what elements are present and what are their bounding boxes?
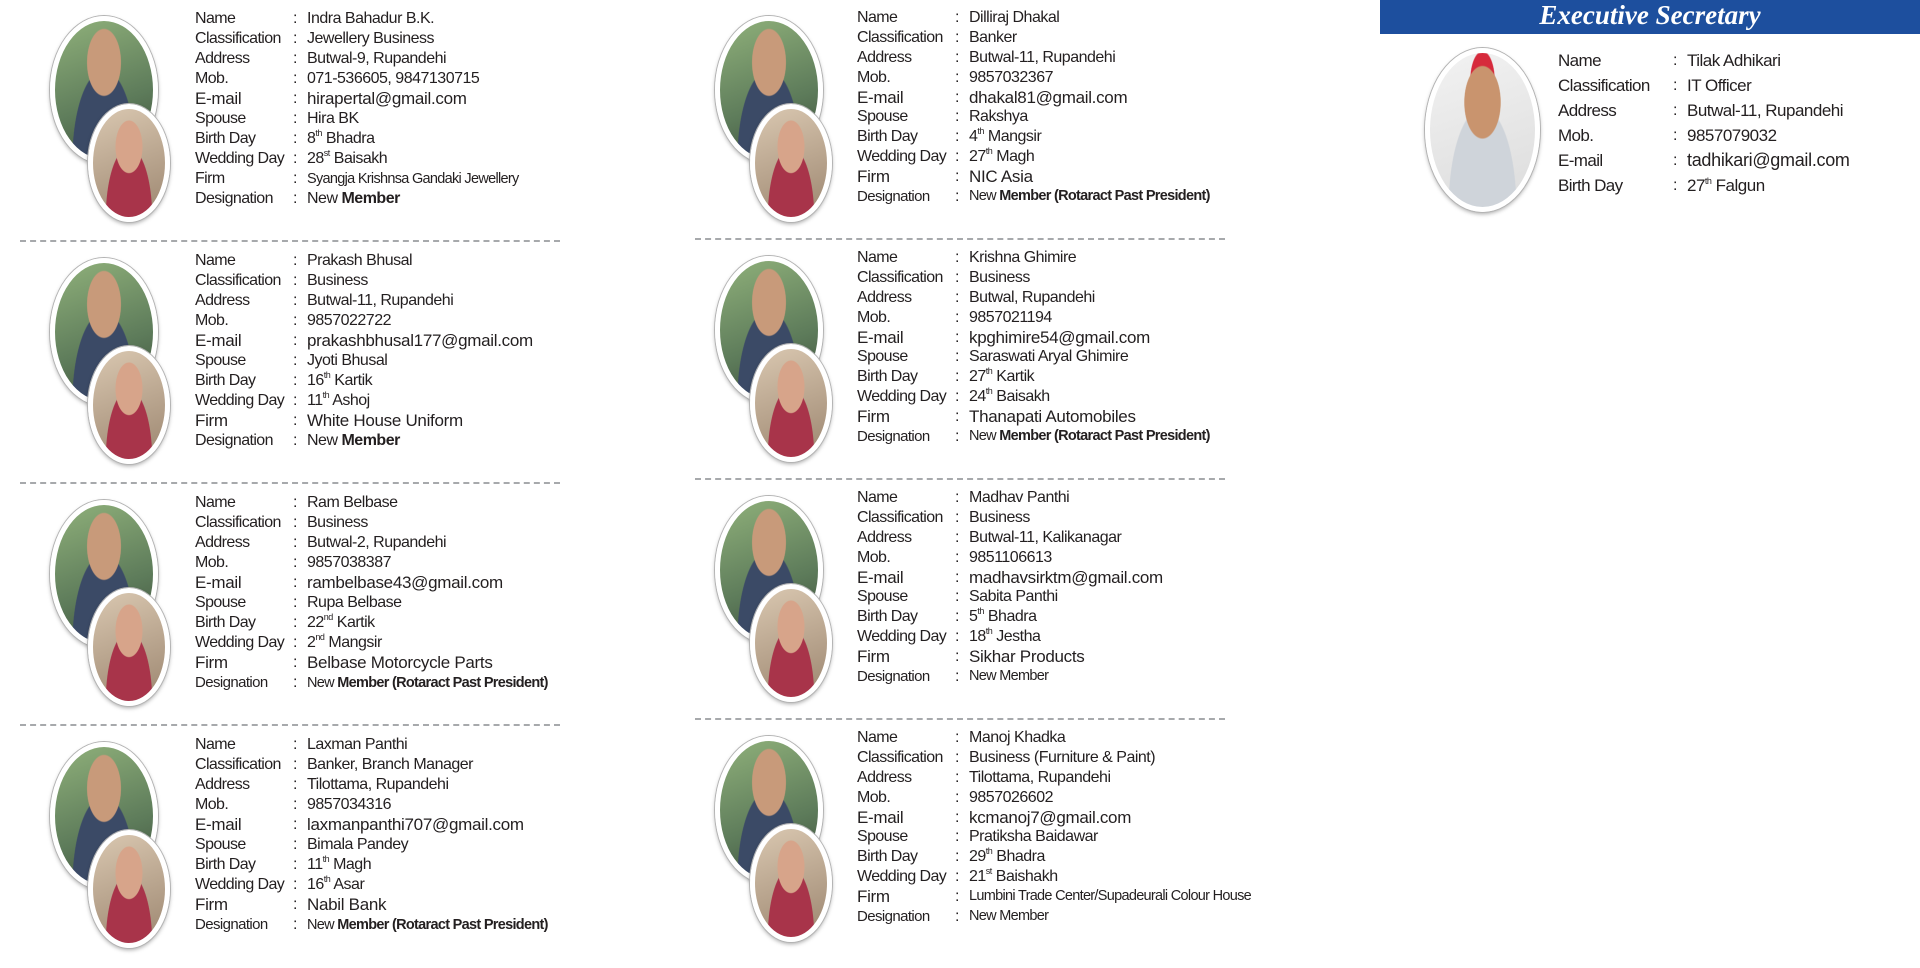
member-name: Manoj Khadka (969, 729, 1066, 746)
executive-secretary-banner: Executive Secretary (1380, 0, 1920, 34)
member-classification: Business (307, 514, 368, 531)
member-address: Tilottama, Rupandehi (969, 768, 1111, 786)
member-designation: New Member (969, 908, 1049, 925)
member-birthday: 8th Bhadra (307, 128, 375, 147)
spouse-label: Spouse (857, 108, 908, 126)
name-label: Name (195, 252, 236, 269)
member-birthday: 29th Bhadra (969, 846, 1045, 866)
name-label: Name (1558, 51, 1601, 70)
member-classification: Business (307, 272, 368, 289)
firm-label: Firm (195, 653, 228, 672)
spouse-photo (88, 346, 170, 464)
classification-label: Classification (857, 268, 943, 286)
spouse-label: Spouse (195, 836, 246, 853)
member-firm: Thanapati Automobiles (969, 407, 1136, 427)
designation-label: Designation (195, 674, 268, 691)
wedding-day-label: Wedding Day (195, 876, 285, 893)
mobile-label: Mob. (857, 68, 891, 86)
member-wedding-day: 28st Baisakh (307, 148, 388, 167)
member-firm: Syangja Krishnsa Gandaki Jewellery (307, 171, 519, 187)
executive-details: Name : Tilak Adhikari Classification : IT Officer Address : Butwal-11, Rupandehi Mob. : 9857079032 E-mail : tadhikari@gmail.com Birth Day : 27th Falgun (1558, 48, 1850, 198)
member-designation: New Member (Rotaract Past President) (307, 917, 548, 933)
member-details: Name : Prakash Bhusal Classification : Business Address : Butwal-11, Rupandehi Mob. : 9857022722 E-mail : prakashbhusal177@gmail.com Spouse : Jyoti Bhusal Birth Day : 16th Kartik Wedding Day : 11th Ashoj Firm : White House Uniform Designation : New Member (195, 252, 533, 449)
executive-classification: IT Officer (1687, 76, 1752, 95)
spouse-label: Spouse (195, 110, 246, 127)
member-email: kcmanoj7@gmail.com (969, 807, 1132, 827)
birthday-label: Birth Day (195, 856, 256, 873)
member-firm: Nabil Bank (307, 895, 387, 914)
email-label: E-mail (1558, 151, 1603, 170)
member-mobile: 9857038387 (307, 554, 391, 571)
firm-label: Firm (195, 895, 228, 914)
email-label: E-mail (857, 807, 904, 827)
email-label: E-mail (195, 815, 242, 834)
executive-email: tadhikari@gmail.com (1687, 150, 1850, 170)
member-entry (695, 480, 1225, 720)
member-name: Indra Bahadur B.K. (307, 10, 435, 27)
member-email: dhakal81@gmail.com (969, 87, 1128, 107)
member-firm: Sikhar Products (969, 647, 1085, 667)
member-spouse: Sabita Panthi (969, 588, 1058, 606)
classification-label: Classification (857, 28, 943, 46)
member-wedding-day: 24th Baisakh (969, 386, 1050, 406)
mobile-label: Mob. (195, 70, 229, 87)
classification-label: Classification (195, 30, 281, 47)
member-designation: New Member (Rotaract Past President) (969, 188, 1210, 205)
member-entry (695, 240, 1225, 480)
address-label: Address (857, 768, 912, 786)
executive-address: Butwal-11, Rupandehi (1687, 101, 1844, 120)
classification-label: Classification (857, 508, 943, 526)
member-column-middle (695, 0, 1252, 960)
email-label: E-mail (857, 567, 904, 587)
address-label: Address (195, 292, 250, 309)
member-entry (20, 484, 560, 726)
member-wedding-day: 16th Asar (307, 874, 365, 893)
member-address: Butwal-2, Rupandehi (307, 534, 447, 551)
member-designation: New Member (Rotaract Past President) (969, 428, 1210, 445)
birthday-label: Birth Day (195, 130, 256, 147)
designation-label: Designation (857, 908, 930, 926)
member-designation: New Member (307, 190, 400, 207)
member-spouse: Jyoti Bhusal (307, 352, 388, 369)
member-name: Ram Belbase (307, 494, 398, 511)
member-entry (20, 242, 560, 484)
email-label: E-mail (195, 331, 242, 350)
classification-label: Classification (195, 514, 281, 531)
spouse-photo (88, 588, 170, 706)
spouse-photo (750, 824, 832, 942)
member-name: Laxman Panthi (307, 736, 408, 753)
member-designation: New Member (Rotaract Past President) (307, 675, 548, 691)
member-email: rambelbase43@gmail.com (307, 573, 503, 592)
firm-label: Firm (857, 407, 890, 427)
wedding-day-label: Wedding Day (857, 868, 947, 886)
member-name: Madhav Panthi (969, 489, 1070, 506)
executive-name: Tilak Adhikari (1687, 51, 1781, 70)
member-classification: Business (969, 508, 1030, 526)
member-birthday: 4th Mangsir (969, 126, 1042, 146)
member-spouse: Hira BK (307, 110, 359, 127)
executive-mobile: 9857079032 (1687, 126, 1777, 145)
name-label: Name (195, 10, 236, 27)
classification-label: Classification (195, 272, 281, 289)
member-name: Krishna Ghimire (969, 249, 1077, 266)
wedding-day-label: Wedding Day (857, 148, 947, 166)
birthday-label: Birth Day (1558, 176, 1623, 195)
member-birthday: 5th Bhadra (969, 606, 1037, 626)
mobile-label: Mob. (195, 554, 229, 571)
classification-label: Classification (1558, 76, 1650, 95)
executive-birthday: 27th Falgun (1687, 176, 1765, 195)
mobile-label: Mob. (195, 312, 229, 329)
member-classification: Business (Furniture & Paint) (969, 748, 1156, 766)
member-firm: White House Uniform (307, 411, 463, 430)
mobile-label: Mob. (195, 796, 229, 813)
member-wedding-day: 2nd Mangsir (307, 632, 382, 651)
member-mobile: 9851106613 (969, 548, 1052, 566)
member-birthday: 22nd Kartik (307, 612, 375, 631)
designation-label: Designation (857, 668, 930, 686)
birthday-label: Birth Day (857, 608, 918, 626)
address-label: Address (857, 48, 912, 66)
member-address: Tilottama, Rupandehi (307, 776, 449, 793)
email-label: E-mail (195, 573, 242, 592)
designation-label: Designation (857, 428, 930, 446)
name-label: Name (857, 729, 898, 746)
designation-label: Designation (195, 916, 268, 933)
spouse-photo (750, 104, 832, 222)
member-wedding-day: 11th Ashoj (307, 390, 370, 409)
member-mobile: 071-536605, 9847130715 (307, 70, 480, 87)
email-label: E-mail (195, 89, 242, 108)
member-classification: Business (969, 268, 1030, 286)
member-column-left (20, 0, 560, 968)
member-designation: New Member (969, 668, 1049, 685)
name-label: Name (857, 249, 898, 266)
spouse-label: Spouse (857, 588, 908, 606)
name-label: Name (857, 489, 898, 506)
member-spouse: Rakshya (969, 108, 1028, 126)
member-spouse: Saraswati Aryal Ghimire (969, 348, 1129, 366)
email-label: E-mail (857, 87, 904, 107)
member-email: hirapertal@gmail.com (307, 89, 467, 108)
member-classification: Jewellery Business (307, 30, 435, 47)
member-wedding-day: 18th Jestha (969, 626, 1041, 646)
member-entry (20, 0, 560, 242)
member-spouse: Rupa Belbase (307, 594, 402, 611)
member-mobile: 9857032367 (969, 68, 1053, 86)
spouse-label: Spouse (857, 348, 908, 366)
member-details: Name : Ram Belbase Classification : Business Address : Butwal-2, Rupandehi Mob. : 9857038387 E-mail : rambelbase43@gmail.com Spouse : Rupa Belbase Birth Day : 22nd Kartik Wedding Day : 2nd Mangsir Firm : Belbase Motorcycle Parts Designation : New Member (Rotaract Past President) (195, 494, 548, 691)
designation-label: Designation (195, 432, 273, 449)
member-birthday: 11th Magh (307, 854, 372, 873)
member-email: laxmanpanthi707@gmail.com (307, 815, 524, 834)
member-entry (20, 726, 560, 968)
member-birthday: 16th Kartik (307, 370, 373, 389)
member-name: Dilliraj Dhakal (969, 9, 1060, 26)
birthday-label: Birth Day (195, 614, 256, 631)
member-firm: Belbase Motorcycle Parts (307, 653, 493, 672)
designation-label: Designation (195, 190, 273, 207)
member-details: Name : Madhav Panthi Classification : Business Address : Butwal-11, Kalikanagar Mob. : 9851106613 E-mail : madhavsirktm@gmail.com Spouse : Sabita Panthi Birth Day : 5th Bhadra Wedding Day : 18th Jestha Firm : Sikhar Products Designation : New Member (857, 489, 1163, 686)
member-classification: Banker, Branch Manager (307, 756, 473, 773)
member-spouse: Pratiksha Baidawar (969, 828, 1098, 846)
member-email: kpghimire54@gmail.com (969, 327, 1151, 347)
name-label: Name (195, 736, 236, 753)
spouse-label: Spouse (195, 594, 246, 611)
member-wedding-day: 21st Baishakh (969, 866, 1058, 886)
member-name: Prakash Bhusal (307, 252, 413, 269)
wedding-day-label: Wedding Day (195, 150, 285, 167)
member-mobile: 9857026602 (969, 788, 1053, 806)
member-firm: Lumbini Trade Center/Supadeurali Colour House (969, 888, 1252, 905)
mobile-label: Mob. (857, 788, 891, 806)
member-wedding-day: 27th Magh (969, 146, 1035, 166)
member-mobile: 9857022722 (307, 312, 391, 329)
designation-label: Designation (857, 188, 930, 206)
member-mobile: 9857034316 (307, 796, 391, 813)
address-label: Address (195, 534, 250, 551)
spouse-photo (88, 830, 170, 948)
mobile-label: Mob. (857, 548, 891, 566)
member-address: Butwal-11, Rupandehi (307, 292, 454, 309)
firm-label: Firm (195, 170, 225, 187)
address-label: Address (195, 776, 250, 793)
firm-label: Firm (857, 647, 890, 667)
spouse-label: Spouse (195, 352, 246, 369)
member-mobile: 9857021194 (969, 308, 1052, 326)
member-email: madhavsirktm@gmail.com (969, 567, 1163, 587)
member-details: Name : Laxman Panthi Classification : Banker, Branch Manager Address : Tilottama, Rupandehi Mob. : 9857034316 E-mail : laxmanpanthi707@gmail.com Spouse : Bimala Pandey Birth Day : 11th Magh Wedding Day : 16th Asar Firm : Nabil Bank Designation : New Member (Rotaract Past President) (195, 736, 548, 933)
member-classification: Banker (969, 28, 1017, 46)
member-entry (695, 0, 1225, 240)
wedding-day-label: Wedding Day (195, 392, 285, 409)
member-address: Butwal, Rupandehi (969, 288, 1095, 306)
member-firm: NIC Asia (969, 167, 1033, 187)
email-label: E-mail (857, 327, 904, 347)
member-details: Name : Krishna Ghimire Classification : Business Address : Butwal, Rupandehi Mob. : 9857021194 E-mail : kpghimire54@gmail.com Spouse : Saraswati Aryal Ghimire Birth Day : 27th Kartik Wedding Day : 24th Baisakh Firm : Thanapati Automobiles Designation : New Member (Rotaract Past President) (857, 249, 1210, 446)
spouse-label: Spouse (857, 828, 908, 846)
birthday-label: Birth Day (857, 848, 918, 866)
name-label: Name (195, 494, 236, 511)
mobile-label: Mob. (1558, 126, 1594, 145)
member-spouse: Bimala Pandey (307, 836, 409, 853)
member-designation: New Member (307, 432, 400, 449)
member-details: Name : Indra Bahadur B.K. Classification : Jewellery Business Address : Butwal-9, Rupandehi Mob. : 071-536605, 9847130715 E-mail : hirapertal@gmail.com Spouse : Hira BK Birth Day : 8th Bhadra Wedding Day : 28st Baisakh Firm : Syangja Krishnsa Gandaki Jewellery Designation : New Member (195, 10, 519, 207)
member-address: Butwal-11, Rupandehi (969, 48, 1116, 66)
member-entry (695, 720, 1252, 960)
firm-label: Firm (857, 167, 890, 187)
member-birthday: 27th Kartik (969, 366, 1035, 386)
address-label: Address (857, 288, 912, 306)
member-address: Butwal-11, Kalikanagar (969, 528, 1122, 546)
executive-photo (1425, 48, 1540, 212)
spouse-photo (750, 344, 832, 462)
firm-label: Firm (195, 411, 228, 430)
member-address: Butwal-9, Rupandehi (307, 50, 447, 67)
classification-label: Classification (195, 756, 281, 773)
name-label: Name (857, 9, 898, 26)
address-label: Address (1558, 101, 1617, 120)
spouse-photo (750, 584, 832, 702)
classification-label: Classification (857, 748, 943, 766)
birthday-label: Birth Day (195, 372, 256, 389)
address-label: Address (195, 50, 250, 67)
wedding-day-label: Wedding Day (857, 388, 947, 406)
spouse-photo (88, 104, 170, 222)
member-email: prakashbhusal177@gmail.com (307, 331, 533, 350)
birthday-label: Birth Day (857, 368, 918, 386)
mobile-label: Mob. (857, 308, 891, 326)
wedding-day-label: Wedding Day (857, 628, 947, 646)
birthday-label: Birth Day (857, 128, 918, 146)
wedding-day-label: Wedding Day (195, 634, 285, 651)
member-details: Name : Manoj Khadka Classification : Business (Furniture & Paint) Address : Tilottama, Rupandehi Mob. : 9857026602 E-mail : kcmanoj7@gmail.com Spouse : Pratiksha Baidawar Birth Day : 29th Bhadra Wedding Day : 21st Baishakh Firm : Lumbini Trade Center/Supadeurali Colour House Designation : New Member (857, 729, 1252, 926)
address-label: Address (857, 528, 912, 546)
member-details: Name : Dilliraj Dhakal Classification : Banker Address : Butwal-11, Rupandehi Mob. : 9857032367 E-mail : dhakal81@gmail.com Spouse : Rakshya Birth Day : 4th Mangsir Wedding Day : 27th Magh Firm : NIC Asia Designation : New Member (Rotaract Past President) (857, 9, 1210, 206)
firm-label: Firm (857, 887, 890, 907)
